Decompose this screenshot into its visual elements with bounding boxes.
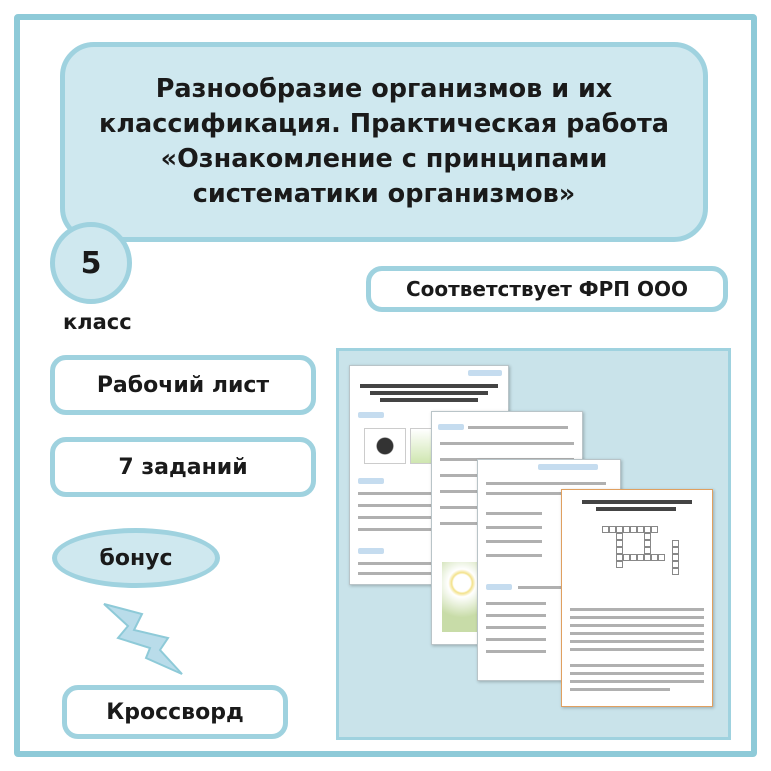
tasks-count-badge: 7 заданий: [50, 437, 316, 497]
grade-label: класс: [63, 310, 132, 334]
preview-page-crossword: [561, 489, 713, 707]
page-title: Разнообразие организмов и их классификация. Практическая работа «Ознакомление с принципами систематики организмов»: [99, 74, 669, 209]
grade-badge: [50, 222, 132, 304]
fgos-badge: Соответствует ФРП ООО: [366, 266, 728, 312]
title-banner: [60, 42, 708, 242]
grade-number: 5: [80, 245, 102, 281]
crossword-badge: Кроссворд: [62, 685, 288, 739]
bonus-badge: бонус: [52, 528, 220, 588]
worksheet-badge: Рабочий лист: [50, 355, 316, 415]
worksheet-preview-image: [336, 348, 731, 740]
lightning-arrow-icon: [98, 600, 188, 680]
